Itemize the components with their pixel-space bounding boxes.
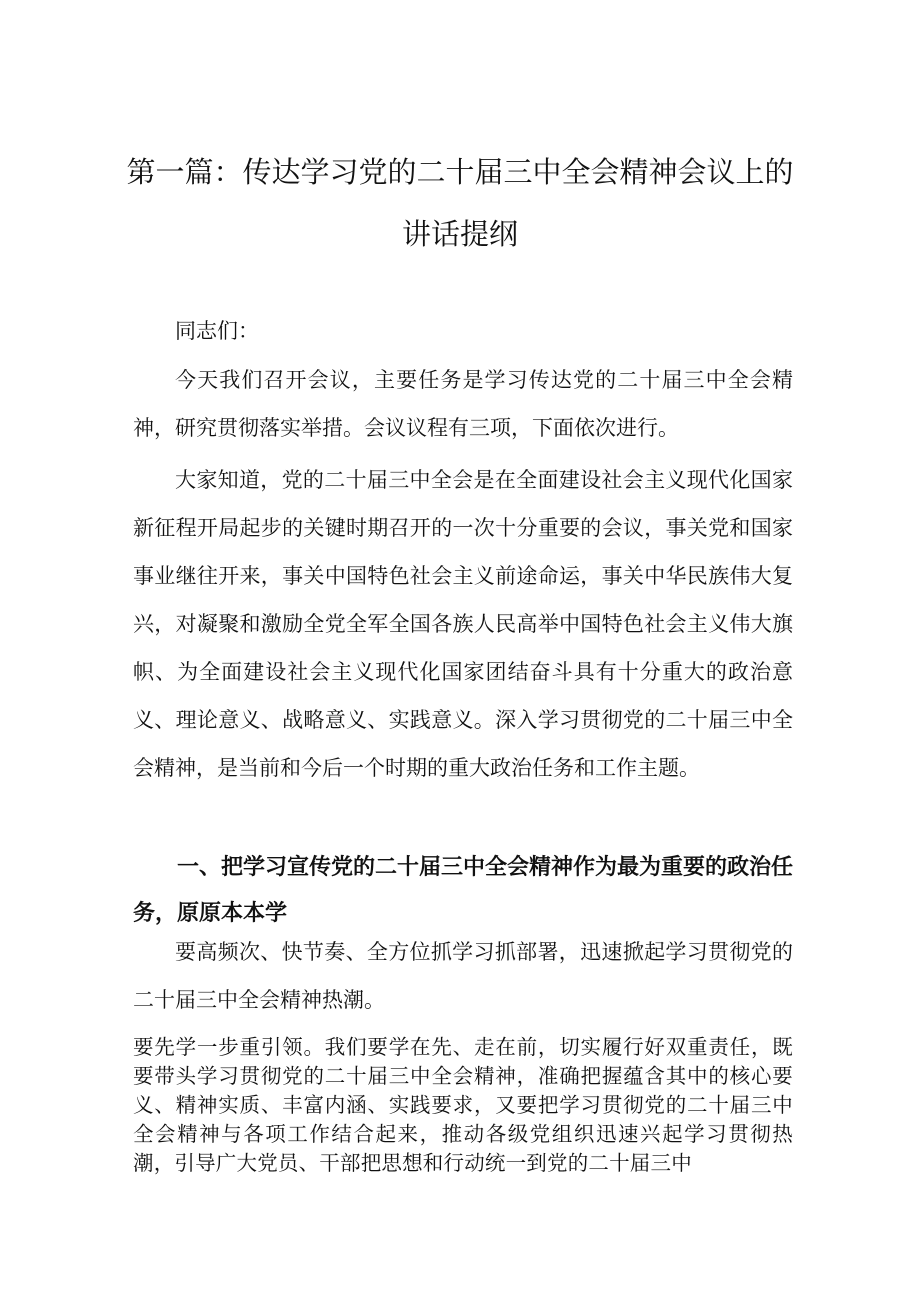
section-heading-1: 一、把学习宣传党的二十届三中全会精神作为最为重要的政治任务，原原本本学 <box>133 855 794 926</box>
document-title-line-1: 第一篇：传达学习党的二十届三中全会精神会议上的 <box>126 155 794 189</box>
greeting: 同志们： <box>175 319 259 343</box>
paragraph-plenum-significance: 大家知道，党的二十届三中全会是在全面建设社会主义现代化国家新征程开局起步的关键时期召开的一次十分重要的会议，事关党和国家事业继往开来，事关中国特色社会主义前途命运，事关中华民族伟大复兴，对凝聚和激励全党全军全国各族人民高举中国特色社会主义伟大旗帜、为全面建设社会主义现代化国家团结奋斗具有十分重大的政治意义、理论意义、战略意义、实践意义。深入学习贯彻党的二十届三中全会精神，是当前和今后一个时期的重大政治任务和工作主题。 <box>133 468 793 780</box>
paragraph-meeting-purpose: 今天我们召开会议，主要任务是学习传达党的二十届三中全会精神，研究贯彻落实举措。会议议程有三项，下面依次进行。 <box>133 368 793 440</box>
paragraph-study-deployment: 要高频次、快节奏、全方位抓学习抓部署，迅速掀起学习贯彻党的二十届三中全会精神热潮。 <box>133 940 793 1012</box>
document-title-line-2: 讲话提纲 <box>401 217 518 251</box>
paragraph-lead-by-example: 要先学一步重引领。我们要学在先、走在前，切实履行好双重责任，既要带头学习贯彻党的二十届三中全会精神，准确把握蕴含其中的核心要义、精神实质、丰富内涵、实践要求，又要把学习贯彻党的二十届三中全会精神与各项工作结合起来，推动各级党组织迅速兴起学习贯彻热潮，引导广大党员、干部把思想和行动统一到党的二十届三中 <box>133 1035 793 1175</box>
